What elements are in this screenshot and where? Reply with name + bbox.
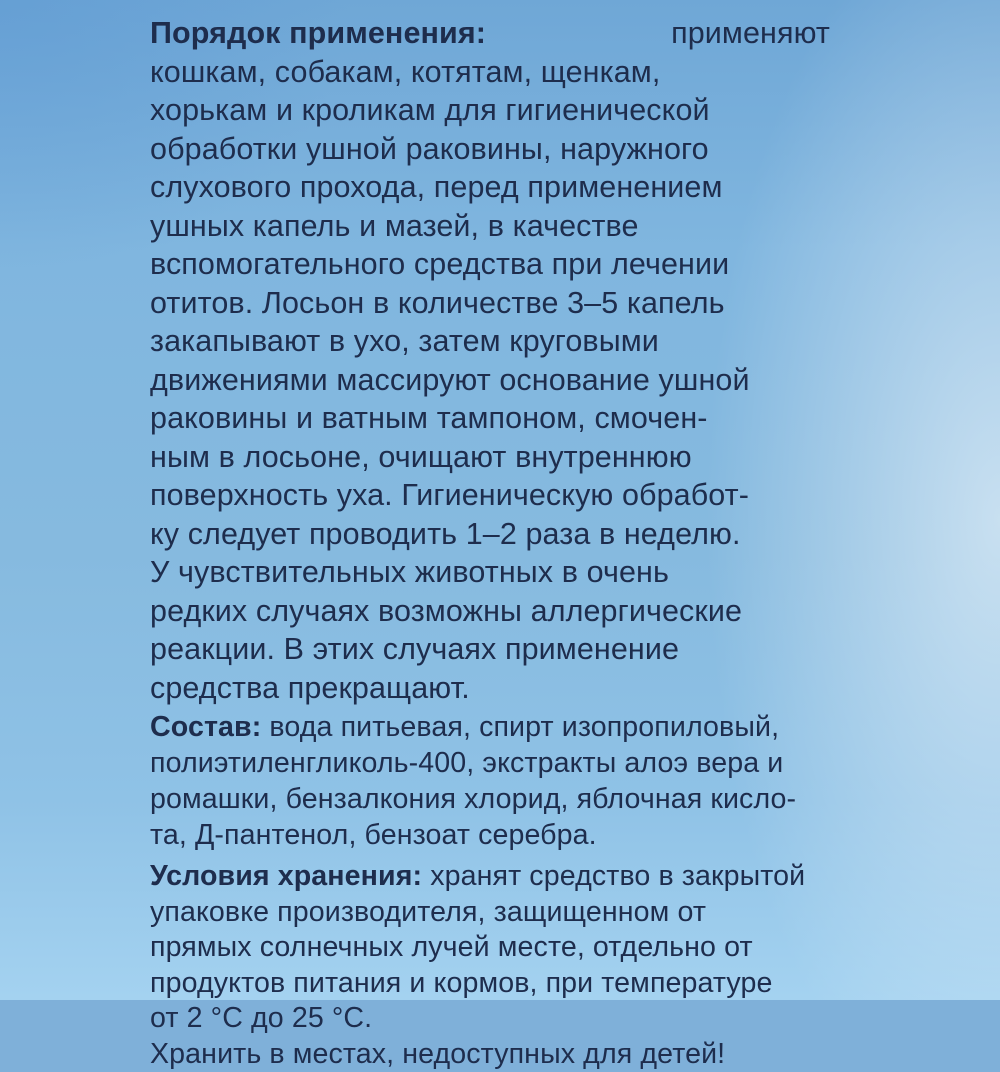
storage-text-line: продуктов питания и кормов, при температуре <box>150 966 830 1002</box>
storage-section <box>150 859 830 1037</box>
usage-text-line: ушных капель и мазей, в качестве <box>150 207 830 246</box>
warning-section <box>150 1037 830 1072</box>
usage-text-line: вспомогательного средства при лечении <box>150 245 830 284</box>
usage-text-line: кошкам, собакам, котятам, щенкам, <box>150 53 830 92</box>
usage-text-line: обработки ушной раковины, наружного <box>150 130 830 169</box>
storage-text-line: от 2 °С до 25 °С. <box>150 1001 830 1037</box>
usage-text-line: отитов. Лосьон в количестве 3–5 капель <box>150 284 830 323</box>
usage-heading: Порядок применения: <box>150 14 486 53</box>
composition-line-1 <box>150 709 830 745</box>
usage-text-line: хорькам и кроликам для гигиенической <box>150 91 830 130</box>
allergy-text-line: реакции. В этих случаях применение <box>150 630 830 669</box>
usage-text-line: ку следует проводить 1–2 раза в неделю. <box>150 515 830 554</box>
usage-text-line: закапывают в ухо, затем круговыми <box>150 322 830 361</box>
composition-text-line: та, Д-пантенол, бензоат серебра. <box>150 817 830 853</box>
storage-heading: Условия хранения: <box>150 860 422 892</box>
storage-text-line: хранят средство в закрытой <box>430 860 805 892</box>
allergy-text-line: У чувствительных животных в очень <box>150 553 830 592</box>
storage-text-line: упаковке производителя, защищенном от <box>150 895 830 931</box>
instructions-text <box>150 14 830 1072</box>
usage-text-line: поверхность уха. Гигиеническую обработ- <box>150 476 830 515</box>
usage-line-1 <box>150 14 830 53</box>
allergy-text-line: редких случаях возможны аллергические <box>150 592 830 631</box>
warning-text: Хранить в местах, недоступных для детей! <box>150 1037 830 1072</box>
composition-heading: Состав: <box>150 711 261 743</box>
storage-text-line: прямых солнечных лучей месте, отдельно от <box>150 930 830 966</box>
composition-text-line: полиэтиленгликоль-400, экстракты алоэ вера и <box>150 745 830 781</box>
usage-text-line: движениями массируют основание ушной <box>150 361 830 400</box>
storage-line-1 <box>150 859 830 895</box>
usage-section <box>150 14 830 553</box>
allergy-text-line: средства прекращают. <box>150 669 830 708</box>
composition-text-line: вода питьевая, спирт изопропиловый, <box>269 711 779 743</box>
usage-text-line: ным в лосьоне, очищают внутреннюю <box>150 438 830 477</box>
composition-text-line: ромашки, бензалкония хлорид, яблочная кисло- <box>150 781 830 817</box>
usage-text-line: слухового прохода, перед применением <box>150 168 830 207</box>
composition-section <box>150 709 830 853</box>
usage-text-line: раковины и ватным тампоном, смочен- <box>150 399 830 438</box>
allergy-section <box>150 553 830 707</box>
usage-text-line: применяют <box>671 14 830 53</box>
